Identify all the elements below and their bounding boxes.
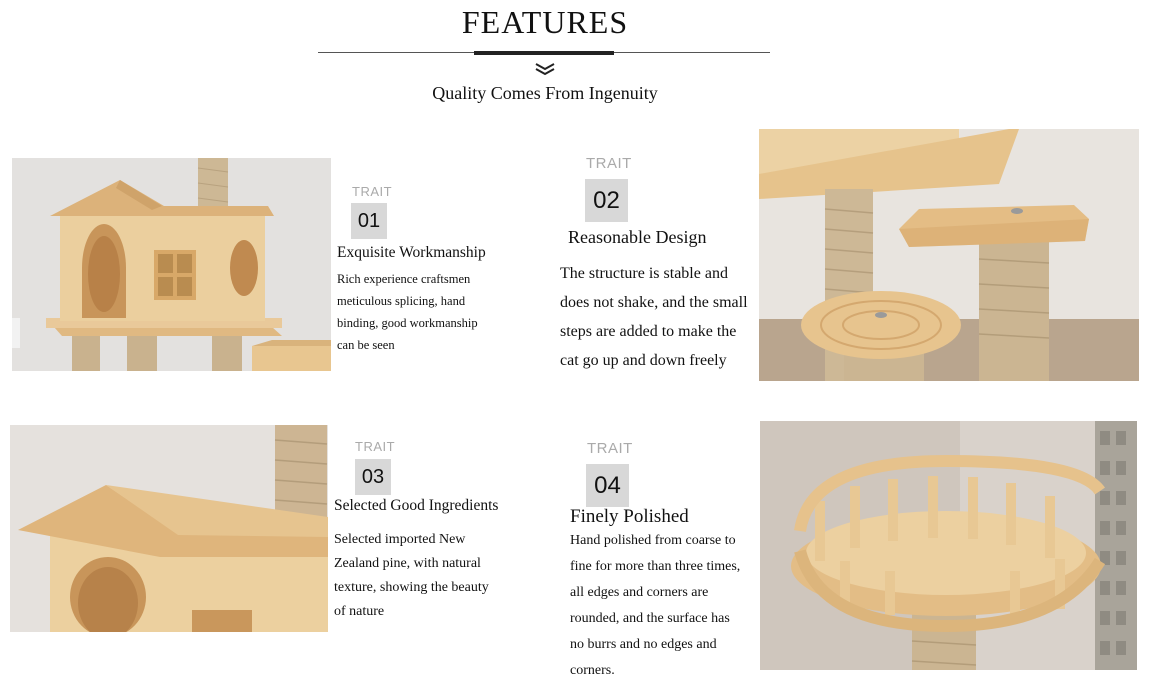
description-line: Selected imported New: [334, 532, 466, 547]
photo-roof: [10, 425, 328, 632]
feature-number-badge: 02: [585, 179, 628, 222]
title-divider-accent: [474, 51, 614, 55]
trait-label: TRAIT: [587, 440, 633, 457]
feature-number-badge: 01: [351, 203, 387, 239]
double-chevron-down-icon: [534, 62, 556, 76]
description-line: can be seen: [337, 338, 395, 352]
trait-label: TRAIT: [352, 184, 393, 199]
feature-heading: Exquisite Workmanship: [337, 244, 486, 261]
feature-heading: Finely Polished: [570, 506, 689, 527]
trait-label: TRAIT: [355, 439, 396, 454]
description-line: corners.: [570, 663, 615, 678]
page-subtitle: Quality Comes From Ingenuity: [432, 83, 658, 103]
description-line: meticulous splicing, hand: [337, 294, 466, 308]
trait-label: TRAIT: [586, 155, 632, 172]
description-line: fine for more than three times,: [570, 559, 741, 574]
description-line: steps are added to make the: [560, 323, 737, 340]
description-line: of nature: [334, 604, 385, 619]
feature-number-badge: 04: [586, 464, 629, 507]
description-line: does not shake, and the small: [560, 294, 748, 311]
description-line: texture, showing the beauty: [334, 580, 489, 595]
description-line: all edges and corners are: [570, 585, 709, 600]
description-line: rounded, and the surface has: [570, 611, 730, 626]
feature-number-badge: 03: [355, 459, 391, 495]
page-title: FEATURES: [461, 4, 629, 40]
feature-description: [560, 259, 760, 375]
description-line: cat go up and down freely: [560, 352, 727, 369]
description-line: Zealand pine, with natural: [334, 556, 481, 571]
photo-round-bed: [760, 421, 1137, 670]
description-line: Hand polished from coarse to: [570, 533, 736, 548]
feature-heading: Selected Good Ingredients: [334, 497, 499, 514]
description-line: The structure is stable and: [560, 265, 728, 282]
photo-steps: [759, 129, 1139, 381]
photo-cat-house: [12, 158, 331, 371]
description-line: no burrs and no edges and: [570, 637, 717, 652]
description-line: Rich experience craftsmen: [337, 272, 471, 286]
feature-description: [334, 528, 524, 624]
feature-heading: Reasonable Design: [568, 227, 707, 247]
description-line: binding, good workmanship: [337, 316, 478, 330]
feature-description: [337, 268, 527, 356]
feature-description: [570, 528, 760, 684]
